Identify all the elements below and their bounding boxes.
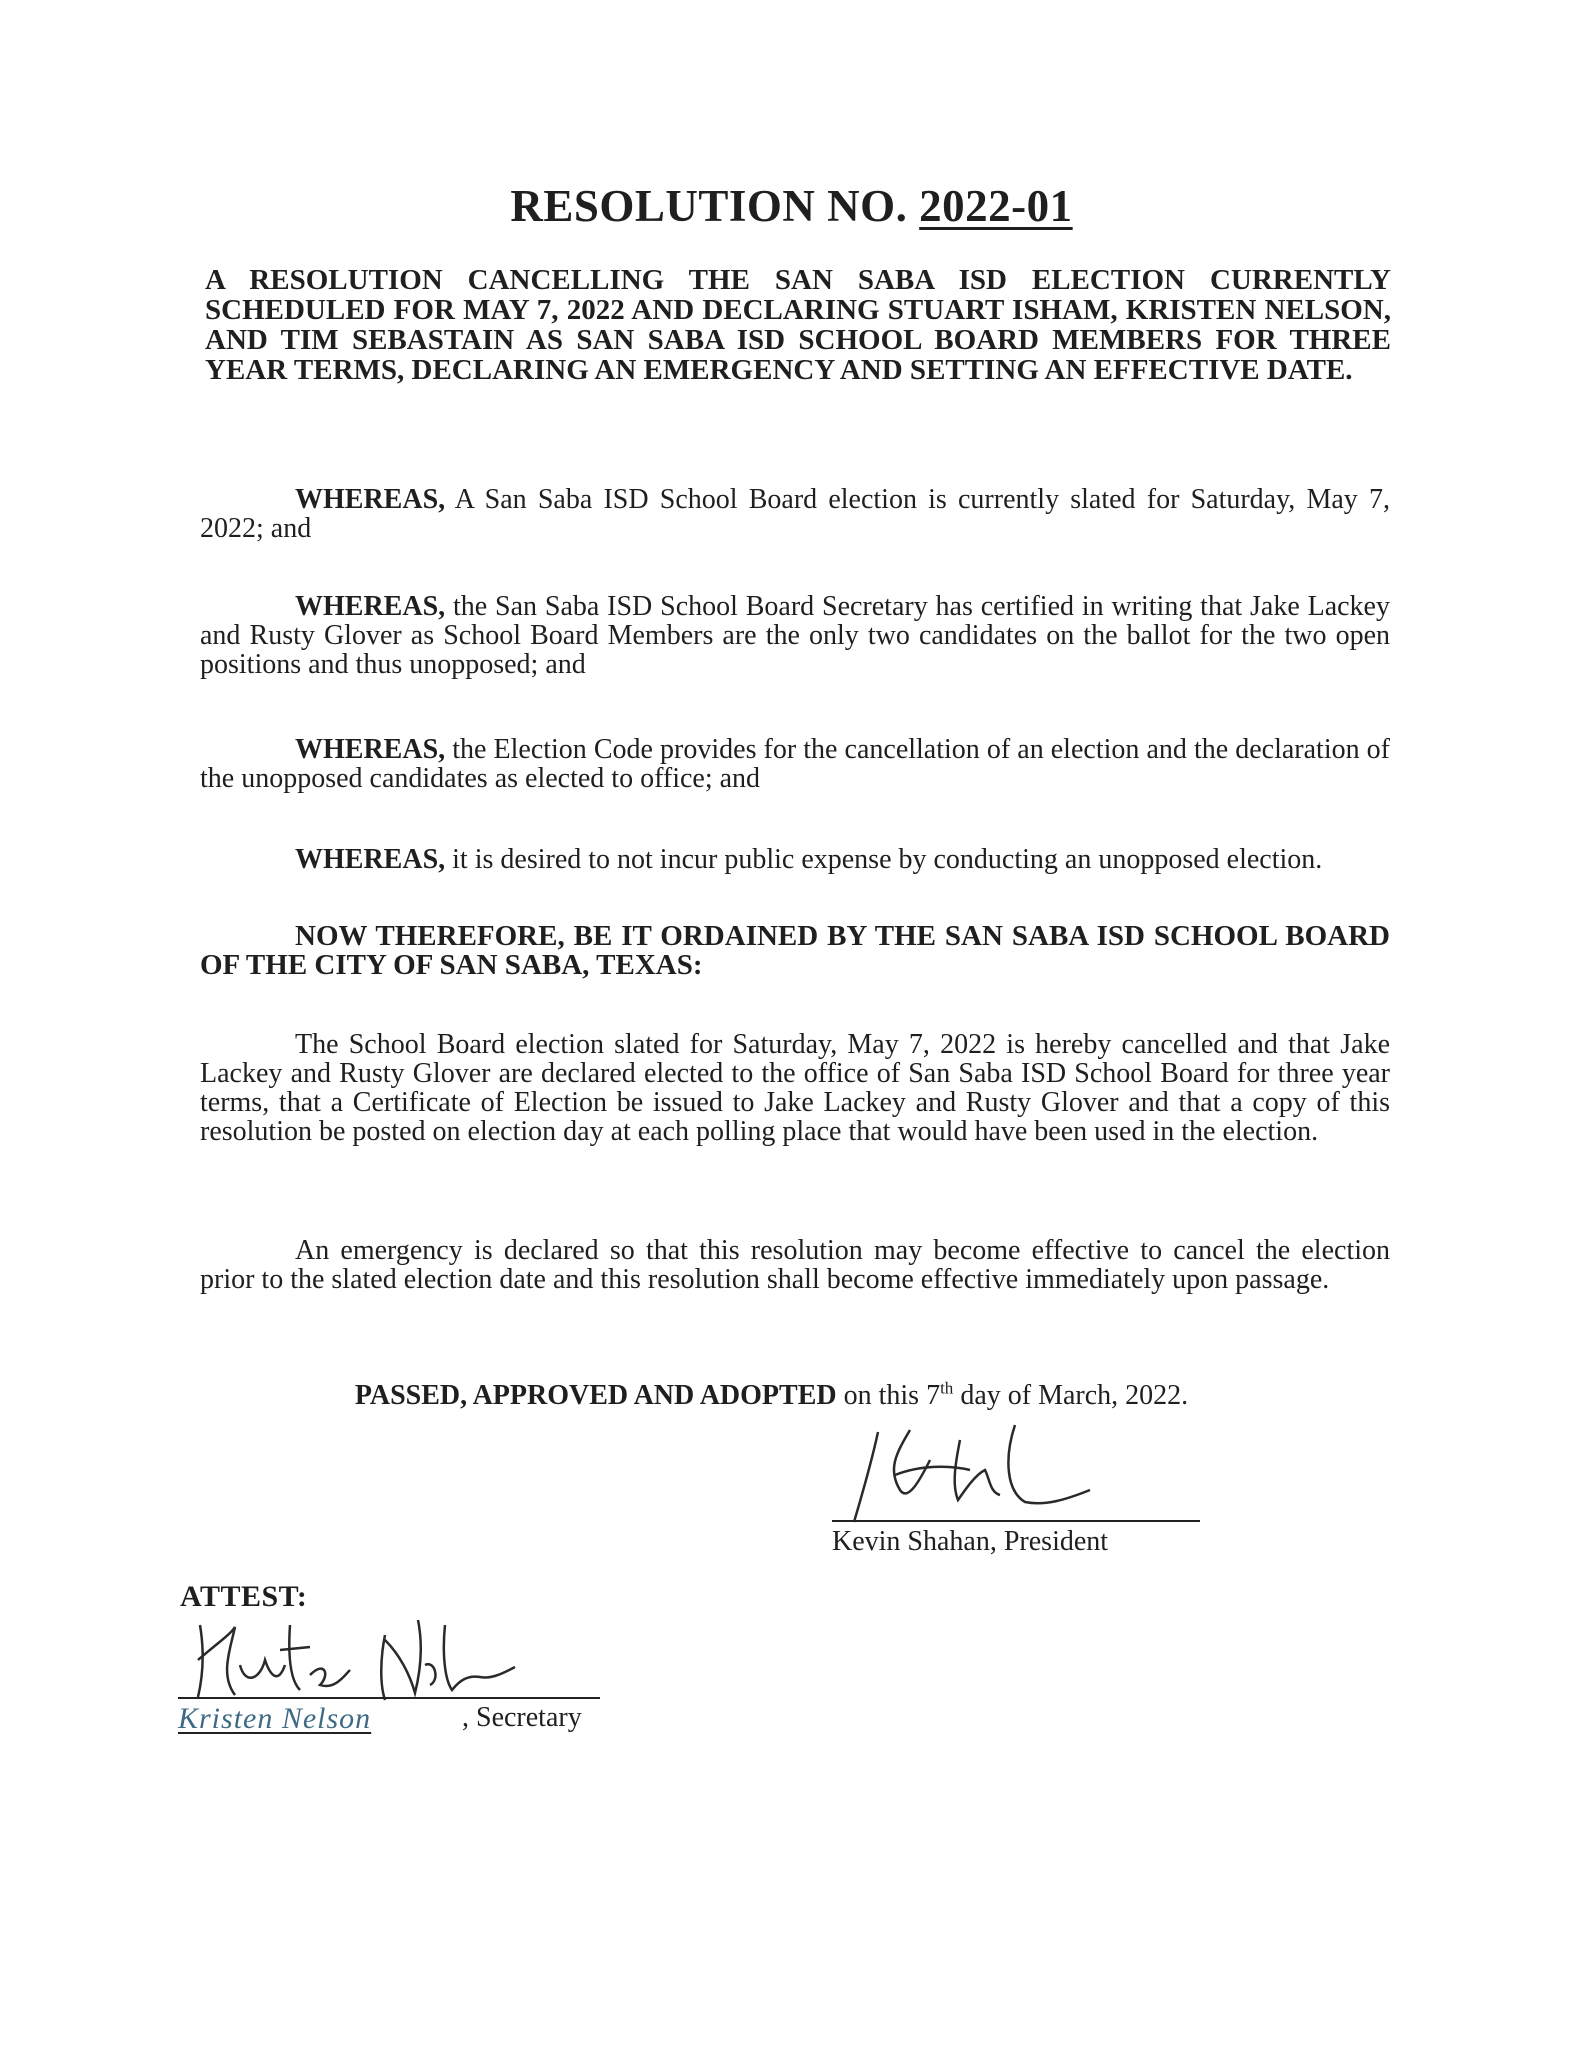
whereas-3-lead: WHEREAS, [295,734,446,765]
whereas-paragraph-2 [200,592,1390,679]
body-1-text: The School Board election slated for Saturday, May 7, 2022 is hereby cancelled and that Jake Lackey and Rusty Glover are declared elected to the office of San Saba ISD School Board for three year terms, that a Certificate of Election be issued to Jake Lackey and Rusty Glover and that a copy of this resolution be posted on election day at each polling place that would have been used in the election. [200,1029,1390,1147]
passed-text-1: on this 7 [836,1380,941,1411]
ordained-text: NOW THEREFORE, BE IT ORDAINED BY THE SAN SABA ISD SCHOOL BOARD OF THE CITY OF SAN SABA, TEXAS: [200,920,1390,981]
whereas-4-text: it is desired to not incur public expense by conducting an unopposed election. [445,844,1323,875]
whereas-1-lead: WHEREAS, [295,484,446,515]
body-2-text: An emergency is declared so that this resolution may become effective to cancel the election prior to the slated election date and this resolution shall become effective immediately upon passage. [200,1235,1390,1295]
passed-sup: th [940,1378,954,1398]
secretary-signature-line [178,1697,600,1699]
passed-text-2: day of March, 2022. [953,1380,1189,1411]
body-paragraph-2 [200,1236,1390,1294]
whereas-3-text: the Election Code provides for the cancellation of an election and the declaration of the unopposed candidates as elected to office; and [200,734,1390,794]
whereas-paragraph-1 [200,485,1390,543]
ordained-paragraph [200,922,1390,980]
whereas-1-text: A San Saba ISD School Board election is currently slated for Saturday, May 7, 2022; and [200,484,1390,544]
passed-line [0,1380,1563,1412]
passed-bold: PASSED, APPROVED AND ADOPTED [354,1380,837,1411]
resolution-number: 2022-01 [919,181,1073,231]
whereas-2-lead: WHEREAS, [295,591,446,622]
resolution-heading: A RESOLUTION CANCELLING THE SAN SABA ISD ELECTION CURRENTLY SCHEDULED FOR MAY 7, 2022 AND DECLARING STUART ISHAM, KRISTEN NELSON, AND TIM SEBASTAIN AS SAN SABA ISD SCHOOL BOARD MEMBERS FOR THREE YEAR TERMS, DECLARING AN EMERGENCY AND SETTING AN EFFECTIVE DATE. [205,264,1391,386]
page-title [0,180,1583,232]
title-prefix: RESOLUTION NO. [510,181,920,231]
president-name: Kevin Shahan, President [832,1526,1109,1557]
whereas-paragraph-4 [200,845,1390,874]
secretary-label: , Secretary [462,1702,582,1733]
secretary-handwritten-name: Kristen Nelson [178,1702,372,1735]
whereas-2-text: the San Saba ISD School Board Secretary has certified in writing that Jake Lackey and Rusty Glover as School Board Members are the only two candidates on the ballot for the two open positions and thus unopposed; and [200,591,1390,680]
secretary-signature [190,1605,520,1705]
president-signature [840,1420,1100,1530]
whereas-4-lead: WHEREAS, [295,844,446,875]
president-signature-line [832,1520,1200,1522]
attest-label: ATTEST: [180,1580,308,1613]
body-paragraph-1 [200,1030,1390,1146]
whereas-paragraph-3 [200,735,1390,793]
